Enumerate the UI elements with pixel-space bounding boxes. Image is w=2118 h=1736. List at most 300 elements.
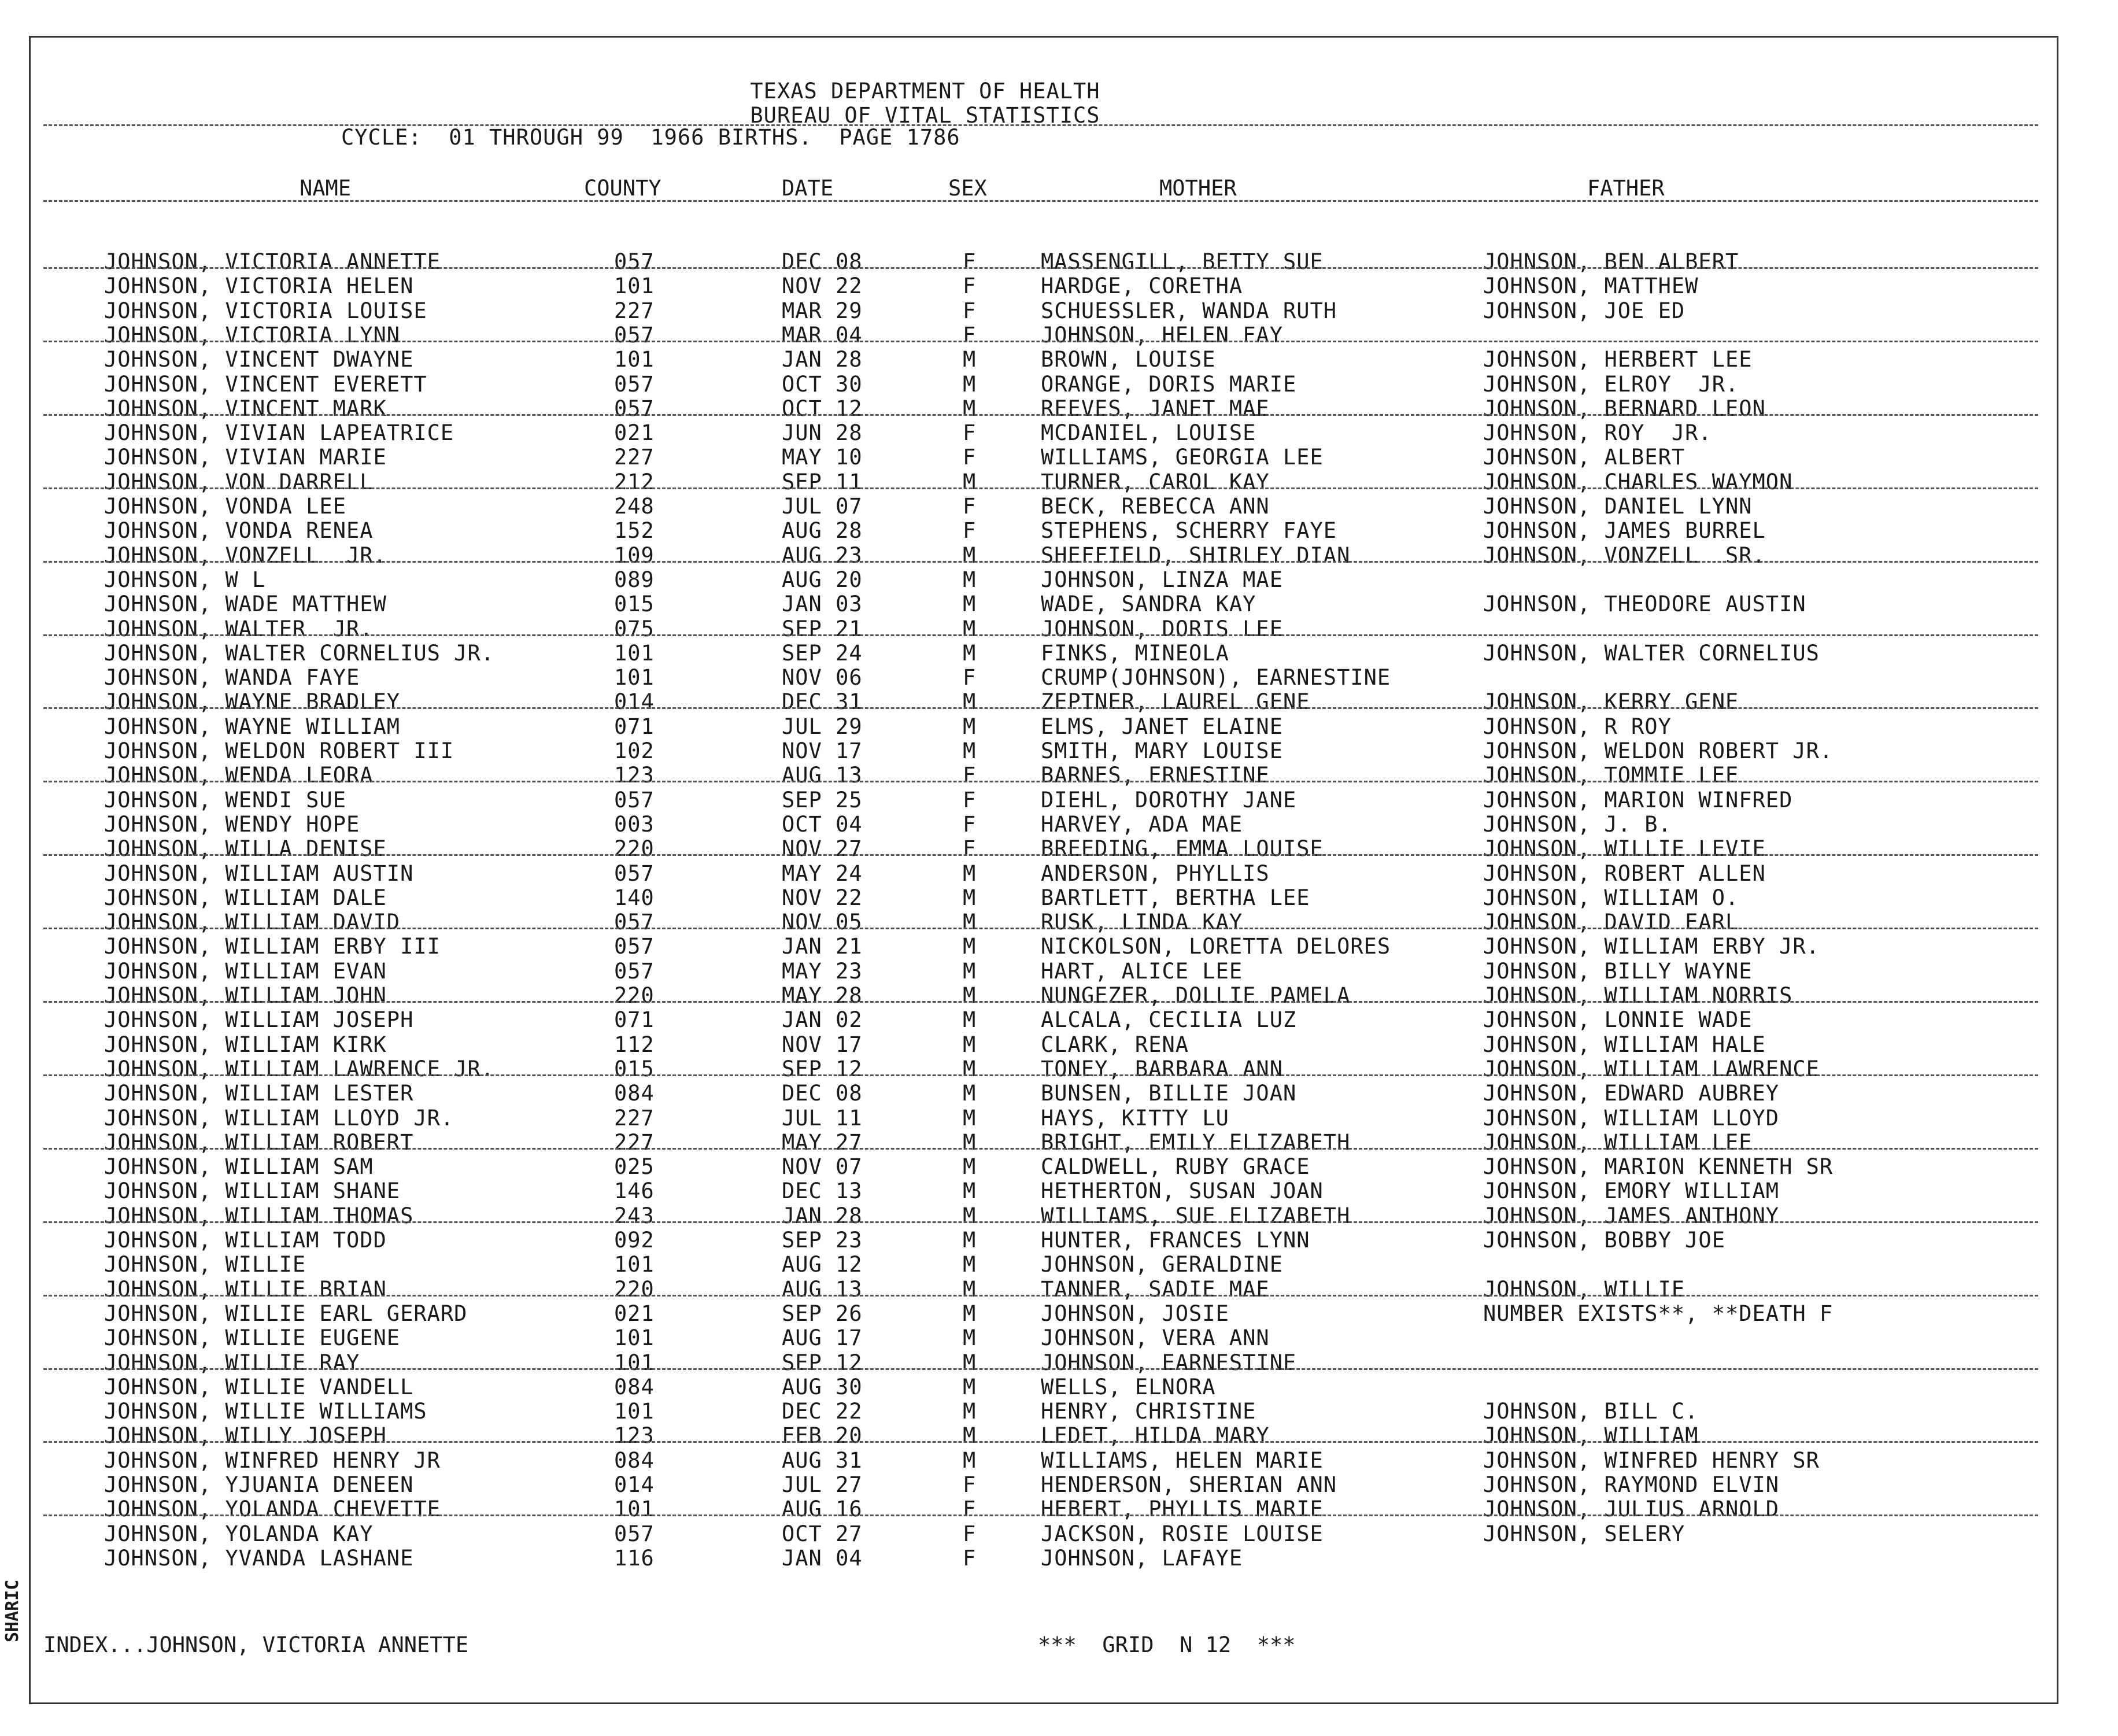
cell-father: JOHNSON, WILLIAM NORRIS <box>1483 983 1793 1008</box>
table-row <box>0 1081 2118 1106</box>
cell-date: JAN 02 <box>782 1007 863 1033</box>
cell-sex: F <box>963 836 977 862</box>
cell-name: JOHNSON, WILLIE RAY <box>104 1350 360 1375</box>
cell-father: JOHNSON, JULIUS ARNOLD <box>1483 1497 1780 1522</box>
table-row <box>0 372 2118 397</box>
cell-date: NOV 22 <box>782 885 863 910</box>
cell-mother: BARNES, ERNESTINE <box>1041 763 1270 788</box>
cell-name: JOHNSON, W L <box>104 567 266 592</box>
cell-sex: M <box>963 1056 977 1081</box>
cell-mother: JOHNSON, VERA ANN <box>1041 1325 1270 1351</box>
cell-sex: F <box>963 1521 977 1546</box>
table-row <box>0 592 2118 616</box>
cell-county: 101 <box>614 1350 655 1375</box>
cell-county: 123 <box>614 1423 655 1449</box>
row-group-divider <box>43 1221 2038 1223</box>
cell-father: JOHNSON, WILLIE <box>1483 1276 1685 1302</box>
cell-county: 057 <box>614 934 655 959</box>
cell-father: JOHNSON, ALBERT <box>1483 445 1685 470</box>
cell-date: OCT 04 <box>782 811 863 837</box>
cell-mother: WILLIAMS, GEORGIA LEE <box>1041 445 1324 470</box>
cell-name: JOHNSON, WENDI SUE <box>104 787 346 812</box>
cell-county: 248 <box>614 494 655 519</box>
cell-mother: RUSK, LINDA KAY <box>1041 910 1243 935</box>
table-row <box>0 617 2118 641</box>
cell-name: JOHNSON, VINCENT EVERETT <box>104 371 427 397</box>
cell-date: JAN 21 <box>782 934 863 959</box>
cell-sex: M <box>963 1276 977 1302</box>
table-row <box>0 274 2118 298</box>
cell-name: JOHNSON, WILLIAM AUSTIN <box>104 860 414 886</box>
cell-date: AUG 31 <box>782 1447 863 1473</box>
table-row <box>0 641 2118 666</box>
table-row <box>0 1253 2118 1277</box>
cell-name: JOHNSON, VON DARRELL <box>104 469 374 494</box>
table-row <box>0 739 2118 763</box>
cell-mother: BUNSEN, BILLIE JOAN <box>1041 1081 1297 1106</box>
cell-name: JOHNSON, YOLANDA KAY <box>104 1521 374 1546</box>
cell-mother: NICKOLSON, LORETTA DELORES <box>1041 934 1391 959</box>
cell-name: JOHNSON, WILLIAM SHANE <box>104 1179 401 1204</box>
cell-sex: M <box>963 469 977 494</box>
cell-name: JOHNSON, WADE MATTHEW <box>104 592 387 617</box>
cell-sex: M <box>963 1301 977 1326</box>
cell-county: 057 <box>614 910 655 935</box>
cell-county: 057 <box>614 249 655 274</box>
cell-sex: M <box>963 1129 977 1155</box>
cell-sex: F <box>963 1545 977 1571</box>
column-header-sex: SEX <box>948 176 987 201</box>
cell-county: 220 <box>614 983 655 1008</box>
cell-date: JAN 04 <box>782 1545 863 1571</box>
cell-date: SEP 25 <box>782 787 863 812</box>
table-row <box>0 715 2118 739</box>
column-header-mother: MOTHER <box>1159 176 1237 201</box>
cell-father: JOHNSON, WILLIAM LEE <box>1483 1129 1753 1155</box>
cell-county: 089 <box>614 567 655 592</box>
cell-father: JOHNSON, RAYMOND ELVIN <box>1483 1472 1780 1497</box>
cell-sex: F <box>963 1497 977 1522</box>
cell-name: JOHNSON, WAYNE BRADLEY <box>104 689 401 715</box>
cell-date: NOV 22 <box>782 274 863 299</box>
table-row <box>0 935 2118 959</box>
cell-father: JOHNSON, EMORY WILLIAM <box>1483 1179 1780 1204</box>
cell-father: JOHNSON, BILLY WAYNE <box>1483 958 1753 984</box>
cell-name: JOHNSON, VINCENT DWAYNE <box>104 347 414 372</box>
cell-county: 212 <box>614 469 655 494</box>
cell-sex: M <box>963 738 977 763</box>
table-row <box>0 1106 2118 1131</box>
cell-name: JOHNSON, VINCENT MARK <box>104 396 387 421</box>
cell-father: JOHNSON, ELROY JR. <box>1483 371 1739 397</box>
cell-date: MAY 10 <box>782 445 863 470</box>
cell-county: 227 <box>614 1129 655 1155</box>
cell-father: JOHNSON, TOMMIE LEE <box>1483 763 1739 788</box>
cell-sex: M <box>963 1105 977 1131</box>
cell-county: 071 <box>614 714 655 739</box>
table-row <box>0 1033 2118 1057</box>
cell-mother: HARVEY, ADA MAE <box>1041 811 1243 837</box>
table-row <box>0 1057 2118 1081</box>
cell-date: NOV 07 <box>782 1154 863 1180</box>
cell-mother: JOHNSON, GERALDINE <box>1041 1252 1283 1277</box>
cell-sex: F <box>963 1472 977 1497</box>
cell-name: JOHNSON, YOLANDA CHEVETTE <box>104 1497 441 1522</box>
table-row <box>0 812 2118 837</box>
cell-sex: M <box>963 1374 977 1399</box>
table-row <box>0 959 2118 984</box>
cell-date: FEB 20 <box>782 1423 863 1449</box>
cell-father: JOHNSON, WILLIE LEVIE <box>1483 836 1766 862</box>
row-group-divider <box>43 341 2038 342</box>
table-row <box>0 299 2118 323</box>
cell-sex: F <box>963 494 977 519</box>
cell-county: 101 <box>614 1497 655 1522</box>
row-group-divider <box>43 267 2038 269</box>
cell-mother: HENRY, CHRISTINE <box>1041 1399 1256 1424</box>
cell-county: 092 <box>614 1228 655 1253</box>
cell-sex: M <box>963 1325 977 1351</box>
cell-father: JOHNSON, WILLIAM ERBY JR. <box>1483 934 1820 959</box>
cell-date: SEP 12 <box>782 1056 863 1081</box>
cell-father: JOHNSON, EDWARD AUBREY <box>1483 1081 1780 1106</box>
cell-sex: M <box>963 542 977 568</box>
cell-date: OCT 30 <box>782 371 863 397</box>
cell-sex: M <box>963 567 977 592</box>
cell-name: JOHNSON, WILLIAM JOSEPH <box>104 1007 414 1033</box>
cell-name: JOHNSON, WELDON ROBERT III <box>104 738 454 763</box>
cell-father: JOHNSON, WILLIAM HALE <box>1483 1032 1766 1057</box>
cell-mother: WADE, SANDRA KAY <box>1041 592 1256 617</box>
cell-sex: M <box>963 592 977 617</box>
cell-county: 243 <box>614 1203 655 1228</box>
cell-father: JOHNSON, WALTER CORNELIUS <box>1483 640 1820 666</box>
cell-date: AUG 13 <box>782 1276 863 1302</box>
cell-sex: F <box>963 665 977 690</box>
cell-name: JOHNSON, YVANDA LASHANE <box>104 1545 414 1571</box>
cell-county: 102 <box>614 738 655 763</box>
cell-county: 101 <box>614 347 655 372</box>
cell-county: 057 <box>614 860 655 886</box>
cell-date: NOV 17 <box>782 738 863 763</box>
cell-mother: FINKS, MINEOLA <box>1041 640 1229 666</box>
cell-father: JOHNSON, HERBERT LEE <box>1483 347 1753 372</box>
table-row <box>0 1277 2118 1302</box>
cell-mother: JACKSON, ROSIE LOUISE <box>1041 1521 1324 1546</box>
cell-mother: JOHNSON, LINZA MAE <box>1041 567 1283 592</box>
cell-county: 057 <box>614 396 655 421</box>
cell-name: JOHNSON, WILLIAM TODD <box>104 1228 387 1253</box>
cell-name: JOHNSON, WILLIAM ERBY III <box>104 934 441 959</box>
cell-sex: F <box>963 787 977 812</box>
cell-mother: BROWN, LOUISE <box>1041 347 1216 372</box>
cell-date: JUL 11 <box>782 1105 863 1131</box>
cell-mother: NUNGEZER, DOLLIE PAMELA <box>1041 983 1351 1008</box>
cell-mother: CRUMP(JOHNSON), EARNESTINE <box>1041 665 1391 690</box>
cell-mother: TONEY, BARBARA ANN <box>1041 1056 1283 1081</box>
row-group-divider <box>43 634 2038 636</box>
cell-county: 123 <box>614 763 655 788</box>
cell-date: JUN 28 <box>782 420 863 446</box>
cell-mother: ALCALA, CECILIA LUZ <box>1041 1007 1297 1033</box>
cell-date: MAR 04 <box>782 322 863 348</box>
cell-date: MAY 27 <box>782 1129 863 1155</box>
cell-mother: HUNTER, FRANCES LYNN <box>1041 1228 1310 1253</box>
cell-father: JOHNSON, WILLIAM LAWRENCE <box>1483 1056 1820 1081</box>
cell-father: JOHNSON, JOE ED <box>1483 298 1685 323</box>
cell-date: DEC 08 <box>782 1081 863 1106</box>
cell-date: JAN 28 <box>782 1203 863 1228</box>
row-group-divider <box>43 1368 2038 1370</box>
cell-father: JOHNSON, WINFRED HENRY SR <box>1483 1447 1820 1473</box>
cell-sex: M <box>963 885 977 910</box>
cell-father: JOHNSON, WILLIAM O. <box>1483 885 1739 910</box>
cell-date: AUG 20 <box>782 567 863 592</box>
cell-mother: HETHERTON, SUSAN JOAN <box>1041 1179 1324 1204</box>
table-row <box>0 544 2118 568</box>
cell-mother: ELMS, JANET ELAINE <box>1041 714 1283 739</box>
table-row <box>0 1131 2118 1155</box>
cell-mother: CALDWELL, RUBY GRACE <box>1041 1154 1310 1180</box>
cell-date: MAY 28 <box>782 983 863 1008</box>
cell-name: JOHNSON, WENDA LEORA <box>104 763 374 788</box>
cell-date: AUG 23 <box>782 542 863 568</box>
cell-county: 101 <box>614 665 655 690</box>
cell-father: JOHNSON, VONZELL SR. <box>1483 542 1766 568</box>
cell-name: JOHNSON, WENDY HOPE <box>104 811 360 837</box>
cell-mother: JOHNSON, LAFAYE <box>1041 1545 1243 1571</box>
cell-name: JOHNSON, WILLIAM SAM <box>104 1154 374 1180</box>
row-group-divider <box>43 1148 2038 1150</box>
cell-name: JOHNSON, VONZELL JR. <box>104 542 387 568</box>
cell-county: 015 <box>614 592 655 617</box>
cell-mother: SMITH, MARY LOUISE <box>1041 738 1283 763</box>
cell-sex: M <box>963 860 977 886</box>
table-row <box>0 788 2118 812</box>
cell-name: JOHNSON, WILLIE WILLIAMS <box>104 1399 427 1424</box>
cell-date: DEC 08 <box>782 249 863 274</box>
cell-county: 109 <box>614 542 655 568</box>
cell-mother: REEVES, JANET MAE <box>1041 396 1270 421</box>
cell-sex: M <box>963 689 977 715</box>
cell-date: NOV 17 <box>782 1032 863 1057</box>
cell-name: JOHNSON, WILLA DENISE <box>104 836 387 862</box>
cell-county: 057 <box>614 787 655 812</box>
cell-sex: F <box>963 322 977 348</box>
row-group-divider <box>43 854 2038 856</box>
cell-county: 015 <box>614 1056 655 1081</box>
cell-name: JOHNSON, WILLIAM LESTER <box>104 1081 414 1106</box>
cell-father: JOHNSON, WILLIAM LLOYD <box>1483 1105 1780 1131</box>
column-header-father: FATHER <box>1587 176 1665 201</box>
row-group-divider <box>43 781 2038 782</box>
cell-name: JOHNSON, WALTER CORNELIUS JR. <box>104 640 495 666</box>
cell-sex: M <box>963 396 977 421</box>
cell-name: JOHNSON, WILLIE EARL GERARD <box>104 1301 468 1326</box>
cell-father: JOHNSON, BERNARD LEON <box>1483 396 1766 421</box>
cell-date: DEC 31 <box>782 689 863 715</box>
table-row <box>0 1204 2118 1228</box>
cell-name: JOHNSON, WILLIE BRIAN <box>104 1276 387 1302</box>
cell-county: 101 <box>614 274 655 299</box>
index-footer: INDEX...JOHNSON, VICTORIA ANNETTE <box>43 1632 469 1657</box>
cell-sex: M <box>963 934 977 959</box>
cell-date: SEP 26 <box>782 1301 863 1326</box>
cell-sex: M <box>963 347 977 372</box>
cell-county: 057 <box>614 1521 655 1546</box>
cell-sex: M <box>963 1154 977 1180</box>
cell-father: JOHNSON, ROY JR. <box>1483 420 1712 446</box>
cell-name: JOHNSON, WALTER JR. <box>104 616 374 641</box>
cell-name: JOHNSON, VICTORIA LOUISE <box>104 298 427 323</box>
cell-father: JOHNSON, J. B. <box>1483 811 1672 837</box>
cell-sex: F <box>963 274 977 299</box>
cell-county: 152 <box>614 518 655 544</box>
cell-father: JOHNSON, DAVID EARL <box>1483 910 1739 935</box>
cell-county: 227 <box>614 445 655 470</box>
cell-name: JOHNSON, WILLIAM LLOYD JR. <box>104 1105 454 1131</box>
cell-name: JOHNSON, VONDA LEE <box>104 494 346 519</box>
cell-county: 003 <box>614 811 655 837</box>
cell-name: JOHNSON, WILLIAM JOHN <box>104 983 387 1008</box>
bureau-title: BUREAU OF VITAL STATISTICS <box>750 103 1100 128</box>
cell-father: JOHNSON, BEN ALBERT <box>1483 249 1739 274</box>
cell-sex: M <box>963 1252 977 1277</box>
cell-name: JOHNSON, VONDA RENEA <box>104 518 374 544</box>
cell-sex: M <box>963 1399 977 1424</box>
cell-mother: TURNER, CAROL KAY <box>1041 469 1270 494</box>
cell-father: JOHNSON, BILL C. <box>1483 1399 1699 1424</box>
cell-mother: WILLIAMS, SUE ELIZABETH <box>1041 1203 1351 1228</box>
table-row <box>0 323 2118 348</box>
cell-name: JOHNSON, WILLIAM THOMAS <box>104 1203 414 1228</box>
cell-sex: M <box>963 1007 977 1033</box>
cell-date: AUG 30 <box>782 1374 863 1399</box>
cell-county: 084 <box>614 1374 655 1399</box>
cell-mother: ANDERSON, PHYLLIS <box>1041 860 1270 886</box>
cell-name: JOHNSON, WAYNE WILLIAM <box>104 714 401 739</box>
cell-sex: M <box>963 371 977 397</box>
cell-name: JOHNSON, WILLIAM KIRK <box>104 1032 387 1057</box>
cell-sex: M <box>963 1032 977 1057</box>
cell-date: JAN 28 <box>782 347 863 372</box>
column-header-name: NAME <box>300 176 352 201</box>
cell-county: 146 <box>614 1179 655 1204</box>
table-row <box>0 397 2118 421</box>
cell-county: 220 <box>614 836 655 862</box>
cell-father: JOHNSON, LONNIE WADE <box>1483 1007 1753 1033</box>
cell-father: JOHNSON, BOBBY JOE <box>1483 1228 1725 1253</box>
table-row <box>0 445 2118 470</box>
row-group-divider <box>43 1441 2038 1443</box>
cell-mother: ZEPTNER, LAUREL GENE <box>1041 689 1310 715</box>
cell-sex: M <box>963 983 977 1008</box>
row-group-divider <box>43 1515 2038 1516</box>
cell-name: JOHNSON, VICTORIA LYNN <box>104 322 401 348</box>
table-row <box>0 1522 2118 1546</box>
table-row <box>0 763 2118 788</box>
cell-name: JOHNSON, WINFRED HENRY JR <box>104 1447 441 1473</box>
cell-mother: BRIGHT, EMILY ELIZABETH <box>1041 1129 1351 1155</box>
cell-sex: M <box>963 1228 977 1253</box>
cell-father: NUMBER EXISTS**, **DEATH F <box>1483 1301 1834 1326</box>
cell-name: JOHNSON, WILLIE <box>104 1252 306 1277</box>
table-row <box>0 1473 2118 1497</box>
cell-name: JOHNSON, WILLIAM EVAN <box>104 958 387 984</box>
cell-father: JOHNSON, THEODORE AUSTIN <box>1483 592 1806 617</box>
cell-county: 101 <box>614 640 655 666</box>
side-label: SHARIC <box>2 1579 23 1642</box>
cell-county: 021 <box>614 420 655 446</box>
table-row <box>0 666 2118 690</box>
cell-sex: F <box>963 518 977 544</box>
cell-mother: HAYS, KITTY LU <box>1041 1105 1229 1131</box>
cell-father: JOHNSON, SELERY <box>1483 1521 1685 1546</box>
table-row <box>0 1424 2118 1448</box>
cell-county: 075 <box>614 616 655 641</box>
cell-county: 084 <box>614 1447 655 1473</box>
cell-mother: BECK, REBECCA ANN <box>1041 494 1270 519</box>
divider <box>43 200 2038 202</box>
cell-mother: BREEDING, EMMA LOUISE <box>1041 836 1324 862</box>
column-header-date: DATE <box>782 176 834 201</box>
cell-county: 140 <box>614 885 655 910</box>
cell-mother: MASSENGILL, BETTY SUE <box>1041 249 1324 274</box>
cell-sex: M <box>963 958 977 984</box>
cell-county: 227 <box>614 1105 655 1131</box>
cell-date: SEP 23 <box>782 1228 863 1253</box>
table-row <box>0 1179 2118 1203</box>
cell-sex: F <box>963 811 977 837</box>
cell-county: 220 <box>614 1276 655 1302</box>
cell-name: JOHNSON, VIVIAN LAPEATRICE <box>104 420 454 446</box>
cell-mother: WELLS, ELNORA <box>1041 1374 1216 1399</box>
row-group-divider <box>43 1001 2038 1003</box>
cell-sex: M <box>963 1179 977 1204</box>
cell-sex: M <box>963 1203 977 1228</box>
cell-name: JOHNSON, WANDA FAYE <box>104 665 360 690</box>
cell-date: JUL 27 <box>782 1472 863 1497</box>
table-row <box>0 1375 2118 1399</box>
cell-mother: DIEHL, DOROTHY JANE <box>1041 787 1297 812</box>
cell-county: 014 <box>614 1472 655 1497</box>
row-group-divider <box>43 707 2038 709</box>
cycle-line: CYCLE: 01 THROUGH 99 1966 BIRTHS. PAGE 1786 <box>341 125 960 150</box>
cell-county: 084 <box>614 1081 655 1106</box>
table-row <box>0 519 2118 543</box>
cell-sex: M <box>963 910 977 935</box>
cell-father: JOHNSON, ROBERT ALLEN <box>1483 860 1766 886</box>
cell-name: JOHNSON, WILLIAM ROBERT <box>104 1129 414 1155</box>
cell-mother: BARTLETT, BERTHA LEE <box>1041 885 1310 910</box>
department-title: TEXAS DEPARTMENT OF HEALTH <box>750 79 1100 104</box>
cell-sex: F <box>963 445 977 470</box>
cell-sex: M <box>963 714 977 739</box>
table-row <box>0 470 2118 494</box>
cell-mother: JOHNSON, JOSIE <box>1041 1301 1229 1326</box>
cell-county: 057 <box>614 958 655 984</box>
cell-name: JOHNSON, YJUANIA DENEEN <box>104 1472 414 1497</box>
cell-sex: M <box>963 1423 977 1449</box>
row-group-divider <box>43 487 2038 489</box>
table-row <box>0 568 2118 592</box>
row-group-divider <box>43 1295 2038 1297</box>
row-group-divider <box>43 928 2038 929</box>
table-row <box>0 910 2118 935</box>
cell-date: JUL 07 <box>782 494 863 519</box>
cell-date: OCT 12 <box>782 396 863 421</box>
cell-name: JOHNSON, WILLIAM DALE <box>104 885 387 910</box>
